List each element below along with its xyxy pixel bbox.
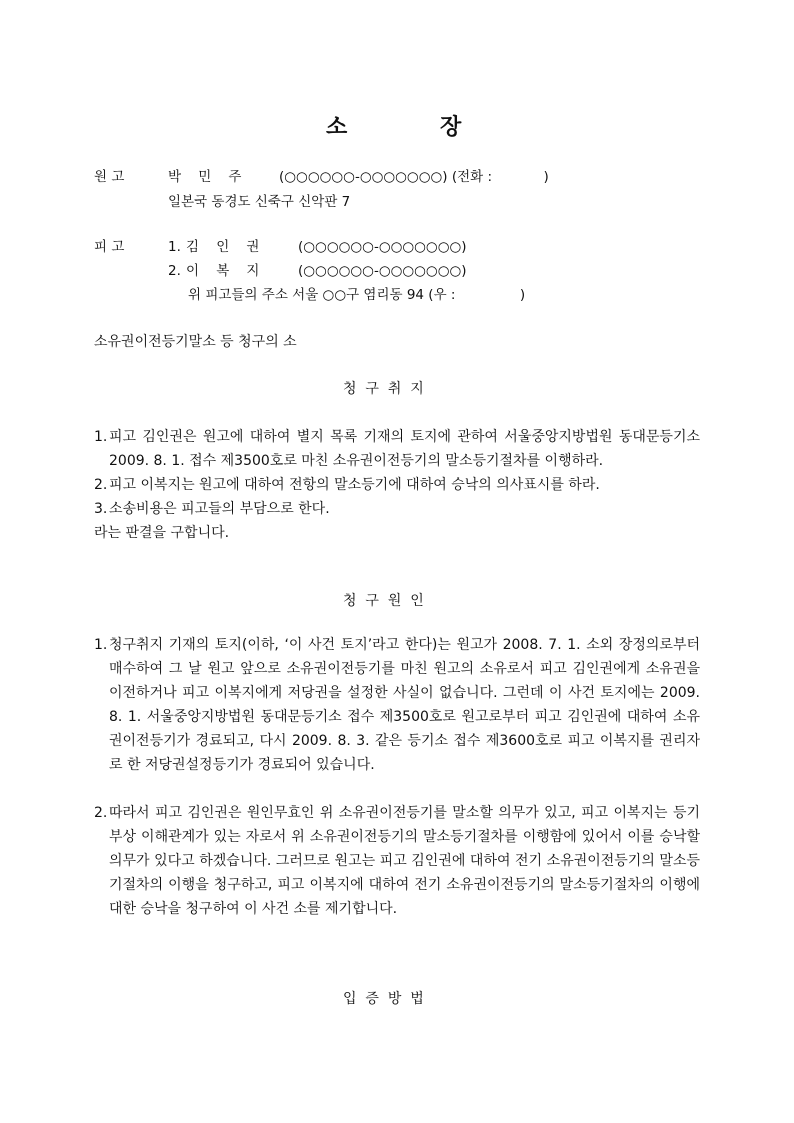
claim-cause-item — [94, 801, 700, 921]
item-number: 2. — [94, 477, 108, 493]
plaintiff-address: 일본국 동경도 신죽구 신악판 7 — [168, 194, 351, 210]
evidence-heading: 입 증 방 법 — [343, 991, 424, 1007]
claim-purpose-item — [94, 425, 700, 473]
defendant-2-number: 2. — [168, 263, 181, 279]
plaintiff-id-phone: (○○○○○○-○○○○○○○) (전화 : ) — [279, 169, 549, 185]
item-text: 피고 이복지는 원고에 대하여 전항의 말소등기에 대하여 승낙의 의사표시를 하라. — [109, 477, 600, 493]
paragraph-gap — [94, 777, 700, 801]
defendant-label: 피 고 — [94, 239, 125, 255]
case-name: 소유권이전등기말소 등 청구의 소 — [94, 334, 297, 350]
defendant-2-id: (○○○○○○-○○○○○○○) — [298, 263, 467, 279]
claim-purpose-heading: 청 구 취 지 — [343, 381, 424, 397]
claim-purpose-item — [94, 497, 700, 521]
claim-cause-item — [94, 633, 700, 777]
claim-cause-body — [94, 633, 700, 921]
claim-purpose-closing: 라는 판결을 구합니다. — [94, 525, 230, 541]
defendant-2-name: 이 복 지 — [186, 263, 260, 279]
defendant-1-id: (○○○○○○-○○○○○○○) — [298, 239, 467, 255]
defendants-address: 위 피고들의 주소 서울 ○○구 염리동 94 (우 : ) — [188, 287, 526, 303]
claim-purpose-body — [94, 425, 700, 545]
item-number: 3. — [94, 501, 108, 517]
title-char-jang: 장 — [440, 115, 462, 140]
plaintiff-name: 박 민 주 — [168, 169, 242, 185]
item-number: 1. — [94, 637, 108, 653]
item-text: 따라서 피고 김인권은 원인무효인 위 소유권이전등기를 말소할 의무가 있고, 피고 이복지는 등기부상 이해관계가 있는 자로서 위 소유권이전등기의 말소등기절차를 이행함에 있어서 이를 승낙할 의무가 있다고 하겠습니다. 그러므로 원고는 피고 김인권에 대하여 전기 소유권이전등기의 말소등기절차의 이행을 청구하고, 피고 이복지에 대하여 전기 소유권이전등기의 말소등기절차의 이행에 대한 승낙을 청구하여 이 사건 소를 제기합니다. — [109, 805, 700, 917]
item-text: 소송비용은 피고들의 부담으로 한다. — [109, 501, 330, 517]
defendant-1-number: 1. — [168, 239, 181, 255]
defendant-1-name: 김 인 권 — [186, 239, 260, 255]
item-number: 1. — [94, 429, 108, 445]
item-text: 피고 김인권은 원고에 대하여 별지 목록 기재의 토지에 관하여 서울중앙지방법원 동대문등기소 2009. 8. 1. 접수 제3500호로 마친 소유권이전등기의 말소등기절차를 이행하라. — [109, 429, 700, 469]
item-number: 2. — [94, 805, 108, 821]
claim-purpose-item — [94, 473, 700, 497]
title-char-so: 소 — [326, 115, 348, 140]
plaintiff-label: 원 고 — [94, 169, 125, 185]
claim-cause-heading: 청 구 원 인 — [343, 593, 424, 609]
item-text: 청구취지 기재의 토지(이하, ‘이 사건 토지’라고 한다)는 원고가 2008. 7. 1. 소외 장정의로부터 매수하여 그 날 원고 앞으로 소유권이전등기를 마친 원고의 소유로서 피고 김인권에게 소유권을 이전하거나 피고 이복지에게 저당권을 설정한 사실이 없습니다. 그런데 이 사건 토지에는 2009. 8. 1. 서울중앙지방법원 동대문등기소 접수 제3500호로 원고로부터 피고 김인권에 대하여 소유권이전등기가 경료되고, 다시 2009. 8. 3. 같은 등기소 접수 제3600호로 피고 이복지를 권리자로 한 저당권설정등기가 경료되어 있습니다. — [109, 637, 700, 773]
